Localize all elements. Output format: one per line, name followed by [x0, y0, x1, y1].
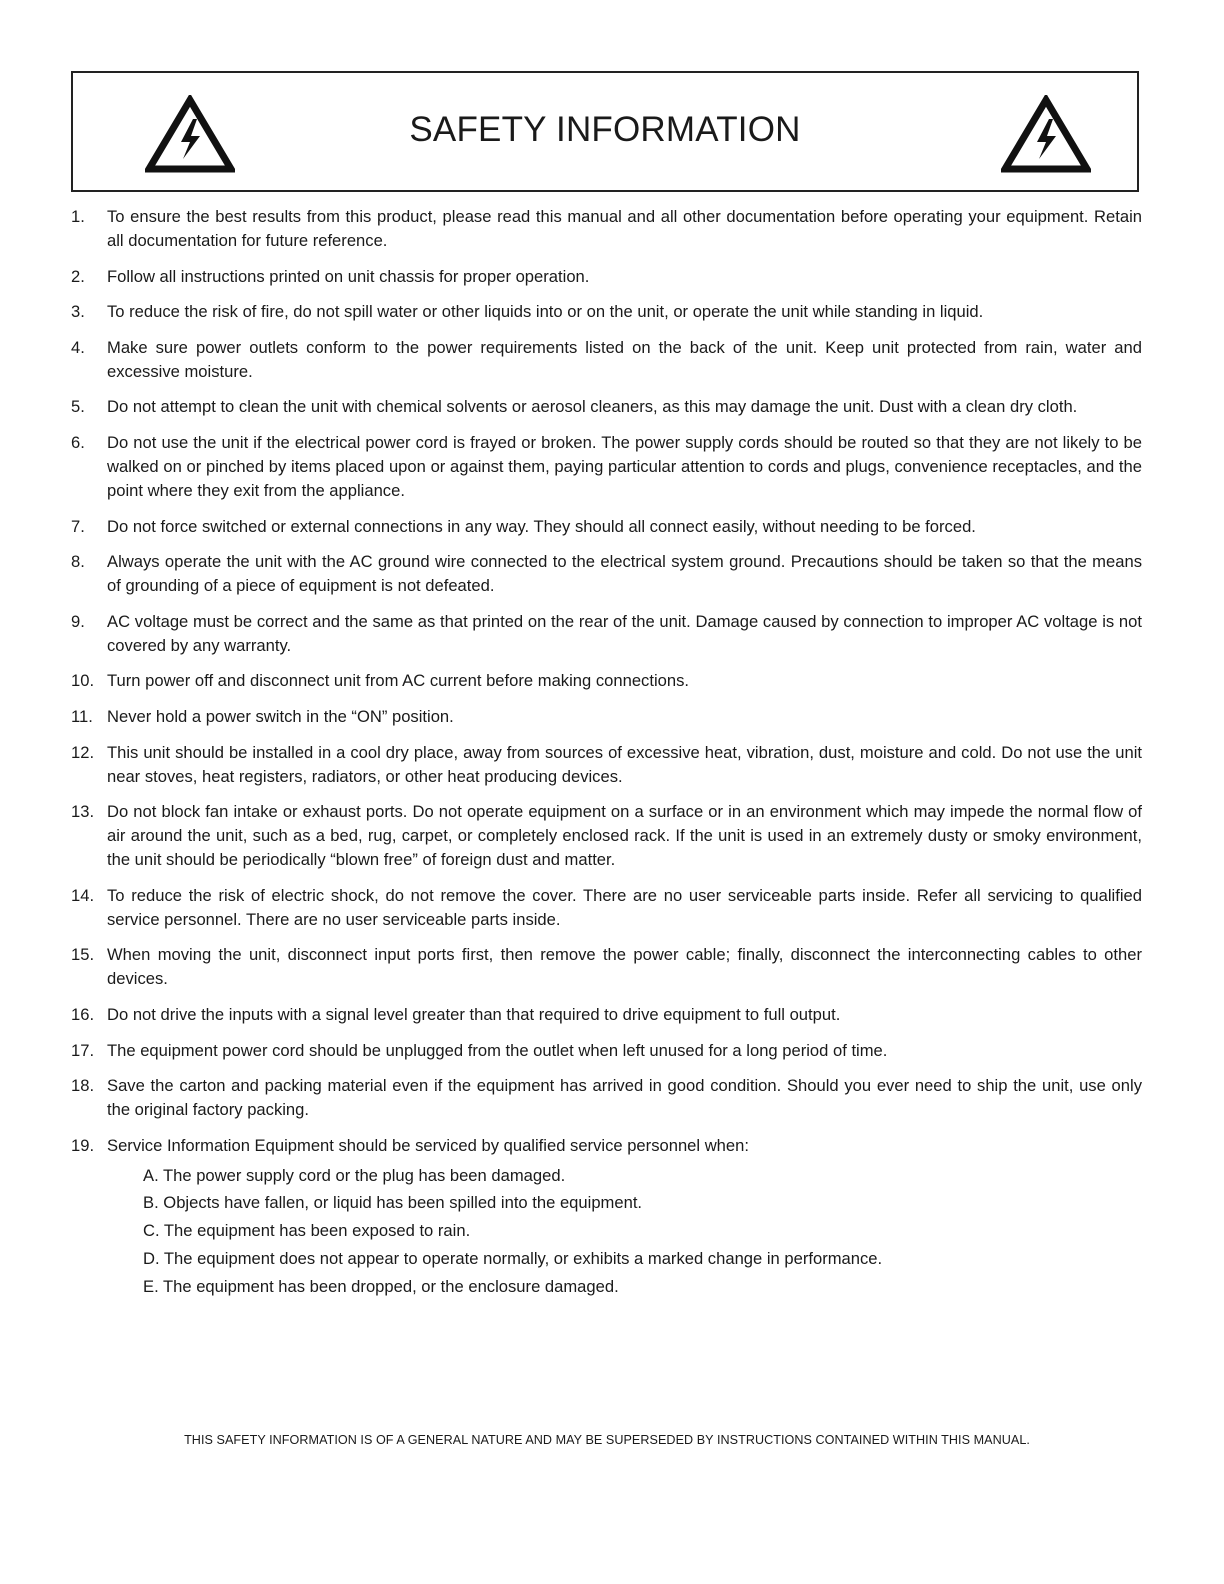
page-title: SAFETY INFORMATION [409, 110, 801, 149]
item-text: To reduce the risk of electric shock, do not remove the cover. There are no user serviceable parts inside. Refer all servicing to qualified service personnel. There are no user serviceable parts inside. [107, 885, 1142, 929]
list-item [71, 336, 1142, 384]
item-number: 11. [71, 706, 93, 726]
item-number: 7. [71, 516, 85, 536]
service-conditions-list [143, 1162, 1142, 1301]
item-text: Turn power off and disconnect unit from AC current before making connections. [107, 671, 690, 691]
item-text: To reduce the risk of fire, do not spill water or other liquids into or on the unit, or operate the unit while standing in liquid. [107, 302, 984, 322]
list-item [71, 265, 1142, 289]
item-number: 8. [71, 552, 85, 572]
item-number: 2. [71, 266, 85, 286]
item-text: Never hold a power switch in the “ON” position. [107, 706, 454, 726]
item-text: Make sure power outlets conform to the power requirements listed on the back of the unit. Keep unit protected from rain, water and excessive moisture. [107, 337, 1142, 381]
item-number: 4. [71, 337, 85, 357]
item-number: 14. [71, 885, 95, 905]
list-item [71, 1039, 1142, 1063]
list-item [71, 550, 1142, 598]
list-item [71, 669, 1142, 693]
item-text: Always operate the unit with the AC ground wire connected to the electrical system ground. Precautions should be taken so that the means of grounding of a piece of equipment is not defeated. [107, 552, 1142, 596]
item-text: Do not block fan intake or exhaust ports. Do not operate equipment on a surface or in an environment which may impede the normal flow of air around the unit, such as a bed, rug, carpet, or completely enclosed rack. If the unit is used in an extremely dusty or smoky environment, the unit should be periodically “blown free” of foreign dust and matter. [107, 802, 1142, 870]
safety-instructions-list [71, 205, 1142, 1312]
list-item [71, 943, 1142, 991]
list-item [71, 515, 1142, 539]
item-number: 3. [71, 302, 85, 322]
item-text: AC voltage must be correct and the same as that printed on the rear of the unit. Damage caused by connection to improper AC voltage is not covered by any warranty. [107, 611, 1142, 655]
list-item [71, 431, 1142, 503]
item-text: When moving the unit, disconnect input ports first, then remove the power cable; finally, disconnect the interconnecting cables to other devices. [107, 945, 1142, 989]
item-number: 13. [71, 802, 95, 822]
list-item [71, 741, 1142, 789]
list-item [71, 705, 1142, 729]
item-text: Service Information Equipment should be serviced by qualified service personnel when: [107, 1135, 749, 1155]
service-condition: E. The equipment has been dropped, or the enclosure damaged. [143, 1276, 619, 1296]
service-condition: B. Objects have fallen, or liquid has been spilled into the equipment. [143, 1193, 643, 1213]
service-condition: A. The power supply cord or the plug has been damaged. [143, 1165, 566, 1185]
list-item [71, 1074, 1142, 1122]
item-text: This unit should be installed in a cool dry place, away from sources of excessive heat, vibration, dust, moisture and cold. Do not use the unit near stoves, heat registers, radiators, or other heat producing devices. [107, 742, 1142, 786]
item-text: Do not attempt to clean the unit with chemical solvents or aerosol cleaners, as this may damage the unit. Dust with a clean dry cloth. [107, 397, 1078, 417]
list-item [71, 610, 1142, 658]
item-text: The equipment power cord should be unplugged from the outlet when left unused for a long period of time. [107, 1040, 888, 1060]
service-condition: C. The equipment has been exposed to rain. [143, 1221, 471, 1241]
service-information-block [107, 1134, 1142, 1301]
item-number: 6. [71, 432, 85, 452]
list-item [71, 1134, 1142, 1301]
item-text: To ensure the best results from this product, please read this manual and all other documentation before operating your equipment. Retain all documentation for future reference. [107, 207, 1142, 250]
item-number: 15. [71, 945, 95, 965]
safety-header-box [71, 71, 1139, 192]
item-number: 10. [71, 671, 95, 691]
item-number: 1. [71, 207, 85, 226]
list-item [71, 884, 1142, 932]
item-text: Do not use the unit if the electrical power cord is frayed or broken. The power supply cords should be routed so that they are not likely to be walked on or pinched by items placed upon or against them, paying particular attention to cords and plugs, convenience receptacles, and the point where they exit from the appliance. [107, 432, 1142, 500]
item-text: Do not drive the inputs with a signal level greater than that required to drive equipment to full output. [107, 1004, 841, 1024]
list-item [71, 800, 1142, 872]
service-condition: D. The equipment does not appear to operate normally, or exhibits a marked change in performance. [143, 1249, 883, 1269]
list-item [71, 300, 1142, 324]
item-number: 5. [71, 397, 85, 417]
item-number: 9. [71, 611, 85, 631]
footer-disclaimer: THIS SAFETY INFORMATION IS OF A GENERAL NATURE AND MAY BE SUPERSEDED BY INSTRUCTIONS CONTAINED WITHIN THIS MANUAL. [184, 1433, 1030, 1447]
item-text: Do not force switched or external connections in any way. They should all connect easily, without needing to be forced. [107, 516, 976, 536]
list-item [71, 205, 1142, 253]
high-voltage-warning-icon [1001, 95, 1091, 173]
item-number: 17. [71, 1040, 95, 1060]
list-item [71, 1003, 1142, 1027]
item-number: 18. [71, 1076, 95, 1096]
item-number: 19. [71, 1135, 95, 1155]
item-text: Follow all instructions printed on unit chassis for proper operation. [107, 266, 590, 286]
item-number: 12. [71, 742, 95, 762]
item-text: Save the carton and packing material even if the equipment has arrived in good condition. Should you ever need to ship the unit, use only the original factory packing. [107, 1076, 1142, 1120]
list-item [71, 395, 1142, 419]
item-number: 16. [71, 1004, 95, 1024]
